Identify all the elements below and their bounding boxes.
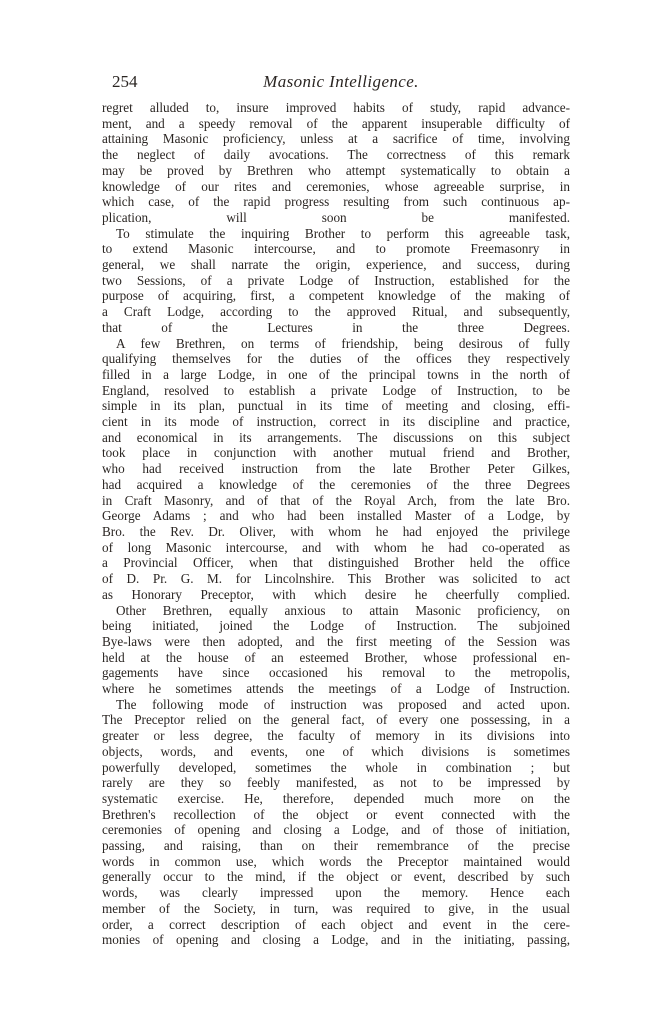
text-line: the neglect of daily avocations. The correctness of this remark	[102, 147, 570, 163]
text-line: ment, and a speedy removal of the apparent insuperable difficulty of	[102, 115, 570, 131]
text-line: may be proved by Brethren who attempt systematically to obtain a	[102, 162, 570, 178]
text-line: objects, words, and events, one of which divisions is sometimes	[102, 743, 570, 759]
text-line: words in common use, which words the Preceptor maintained would	[102, 853, 570, 869]
paragraph	[102, 226, 570, 336]
paragraph	[102, 100, 570, 226]
text-line: Bro. the Rev. Dr. Oliver, with whom he had enjoyed the privilege	[102, 523, 570, 539]
text-line: purpose of acquiring, first, a competent knowledge of the making of	[102, 288, 570, 304]
text-line: powerfully developed, sometimes the whole in combination ; but	[102, 759, 570, 775]
text-line: generally occur to the mind, if the object or event, described by such	[102, 869, 570, 885]
text-line: regret alluded to, insure improved habits of study, rapid advance-	[102, 100, 570, 115]
text-line: greater or less degree, the faculty of memory in its divisions into	[102, 728, 570, 744]
text-line: George Adams ; and who had been installed Master of a Lodge, by	[102, 508, 570, 524]
text-line: had acquired a knowledge of the ceremonies of the three Degrees	[102, 476, 570, 492]
text-line: England, resolved to establish a private Lodge of Instruction, to be	[102, 382, 570, 398]
text-line: order, a correct description of each object and event in the cere-	[102, 916, 570, 932]
text-line: where he sometimes attends the meetings of a Lodge of Instruction.	[102, 681, 570, 697]
text-line: who had received instruction from the late Brother Peter Gilkes,	[102, 461, 570, 477]
text-line: member of the Society, in turn, was required to give, in the usual	[102, 900, 570, 916]
text-line: Bye-laws were then adopted, and the first meeting of the Session was	[102, 633, 570, 649]
text-line: knowledge of our rites and ceremonies, whose agreeable surprise, in	[102, 178, 570, 194]
text-line: simple in its plan, punctual in its time of meeting and closing, effi-	[102, 398, 570, 414]
text-line: two Sessions, of a private Lodge of Instruction, established for the	[102, 272, 570, 288]
text-line: held at the house of an esteemed Brother, whose professional en-	[102, 649, 570, 665]
text-line: to extend Masonic intercourse, and to promote Freemasonry in	[102, 241, 570, 257]
text-line: Other Brethren, equally anxious to attain Masonic proficiency, on	[116, 602, 570, 618]
text-line: took place in conjunction with another mutual friend and Brother,	[102, 445, 570, 461]
page-number: 254	[112, 72, 138, 91]
text-line: plication, will soon be manifested.	[102, 209, 570, 225]
text-line: of long Masonic intercourse, and with whom he had co-operated as	[102, 539, 570, 555]
text-line: monies of opening and closing a Lodge, and in the initiating, passing,	[102, 932, 570, 948]
text-line: A few Brethren, on terms of friendship, being desirous of fully	[116, 335, 570, 351]
running-title: Masonic Intelligence.	[263, 72, 419, 91]
text-line: To stimulate the inquiring Brother to perform this agreeable task,	[116, 225, 570, 241]
text-line: general, we shall narrate the origin, experience, and success, during	[102, 257, 570, 273]
text-line: ceremonies of opening and closing a Lodge, and of those of initiation,	[102, 822, 570, 838]
text-line: attaining Masonic proficiency, unless at a sacrifice of time, involving	[102, 131, 570, 147]
text-line: which case, of the rapid progress resulting from such continuous ap-	[102, 194, 570, 210]
text-line: qualifying themselves for the duties of the offices they respectively	[102, 351, 570, 367]
paragraph	[102, 603, 570, 697]
text-line: systematic exercise. He, therefore, depended much more on the	[102, 790, 570, 806]
text-line: gagements have since occasioned his removal to the metropolis,	[102, 665, 570, 681]
text-line: The following mode of instruction was proposed and acted upon.	[116, 696, 570, 712]
text-line: cient in its mode of instruction, correct in its discipline and practice,	[102, 414, 570, 430]
text-line: a Craft Lodge, according to the approved Ritual, and subsequently,	[102, 304, 570, 320]
text-line: Brethren's recollection of the object or event connected with the	[102, 806, 570, 822]
text-line: as Honorary Preceptor, with which desire he cheerfully complied.	[102, 586, 570, 602]
text-line: The Preceptor relied on the general fact, of every one possessing, in a	[102, 712, 570, 728]
text-line: passing, and raising, than on their remembrance of the precise	[102, 838, 570, 854]
paragraph	[102, 697, 570, 948]
text-line: of D. Pr. G. M. for Lincolnshire. This Brother was solicited to act	[102, 571, 570, 587]
page-header	[102, 72, 580, 96]
text-line: a Provincial Officer, when that distinguished Brother held the office	[102, 555, 570, 571]
text-line: and economical in its arrangements. The discussions on this subject	[102, 429, 570, 445]
body-text	[102, 100, 570, 948]
text-line: in Craft Masonry, and of that of the Royal Arch, from the late Bro.	[102, 492, 570, 508]
text-line: that of the Lectures in the three Degrees.	[102, 319, 570, 335]
text-line: words, was clearly impressed upon the memory. Hence each	[102, 885, 570, 901]
text-line: being initiated, joined the Lodge of Instruction. The subjoined	[102, 618, 570, 634]
text-line: rarely are they so feebly manifested, as not to be impressed by	[102, 775, 570, 791]
text-line: filled in a large Lodge, in one of the principal towns in the north of	[102, 366, 570, 382]
paragraph	[102, 336, 570, 603]
